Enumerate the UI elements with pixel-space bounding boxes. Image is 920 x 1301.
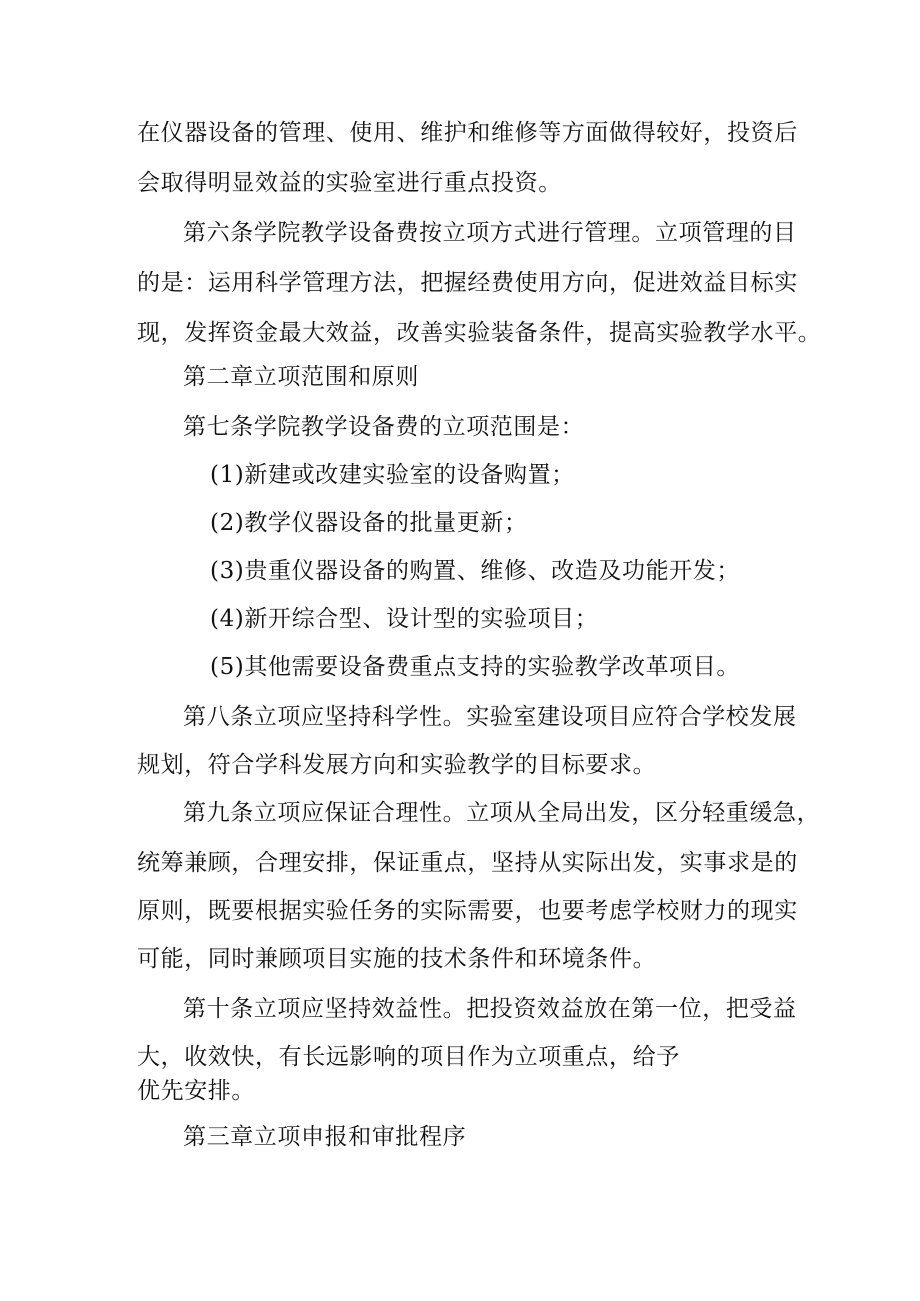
- list-item-2: (2)教学仪器设备的批量更新；: [210, 510, 528, 536]
- chapter-3-heading: 第三章立项申报和审批程序: [183, 1124, 467, 1150]
- article-8-paragraph: 第八条立项应坚持科学性。实验室建设项目应符合学校发展: [183, 704, 797, 730]
- text-line-5: 现，发挥资金最大效益，改善实验装备条件，提高实验教学水平。: [137, 320, 822, 346]
- text-line-17: 原则，既要根据实验任务的实际需要，也要考虑学校财力的现实: [137, 898, 798, 924]
- text-line-20: 大，收效快，有长远影响的项目作为立项重点，给予: [137, 1044, 680, 1070]
- article-7-paragraph: 第七条学院教学设备费的立项范围是：: [183, 414, 585, 440]
- text-line-4: 的是：运用科学管理方法，把握经费使用方向，促进效益目标实: [137, 270, 798, 296]
- article-10-paragraph: 第十条立项应坚持效益性。把投资效益放在第一位，把受益: [183, 996, 797, 1022]
- chapter-2-heading: 第二章立项范围和原则: [183, 364, 419, 390]
- list-item-5: (5)其他需要设备费重点支持的实验教学改革项目。: [210, 654, 740, 680]
- text-line-16: 统筹兼顾，合理安排，保证重点，坚持从实际出发，实事求是的: [137, 850, 798, 876]
- text-line-21: 优先安排。: [137, 1078, 255, 1104]
- list-item-4: (4)新开综合型、设计型的实验项目；: [210, 606, 599, 632]
- text-line-1: 在仪器设备的管理、使用、维护和维修等方面做得较好，投资后: [137, 120, 798, 146]
- text-line-2: 会取得明显效益的实验室进行重点投资。: [137, 170, 562, 196]
- text-line-14: 规划，符合学科发展方向和实验教学的目标要求。: [137, 752, 657, 778]
- text-line-18: 可能，同时兼顾项目实施的技术条件和环境条件。: [137, 946, 657, 972]
- list-item-3: (3)贵重仪器设备的购置、维修、改造及功能开发；: [210, 558, 740, 584]
- article-6-paragraph: 第六条学院教学设备费按立项方式进行管理。立项管理的目: [183, 220, 797, 246]
- list-item-1: (1)新建或改建实验室的设备购置；: [210, 462, 575, 488]
- article-9-paragraph: 第九条立项应保证合理性。立项从全局出发，区分轻重缓急，: [183, 800, 821, 826]
